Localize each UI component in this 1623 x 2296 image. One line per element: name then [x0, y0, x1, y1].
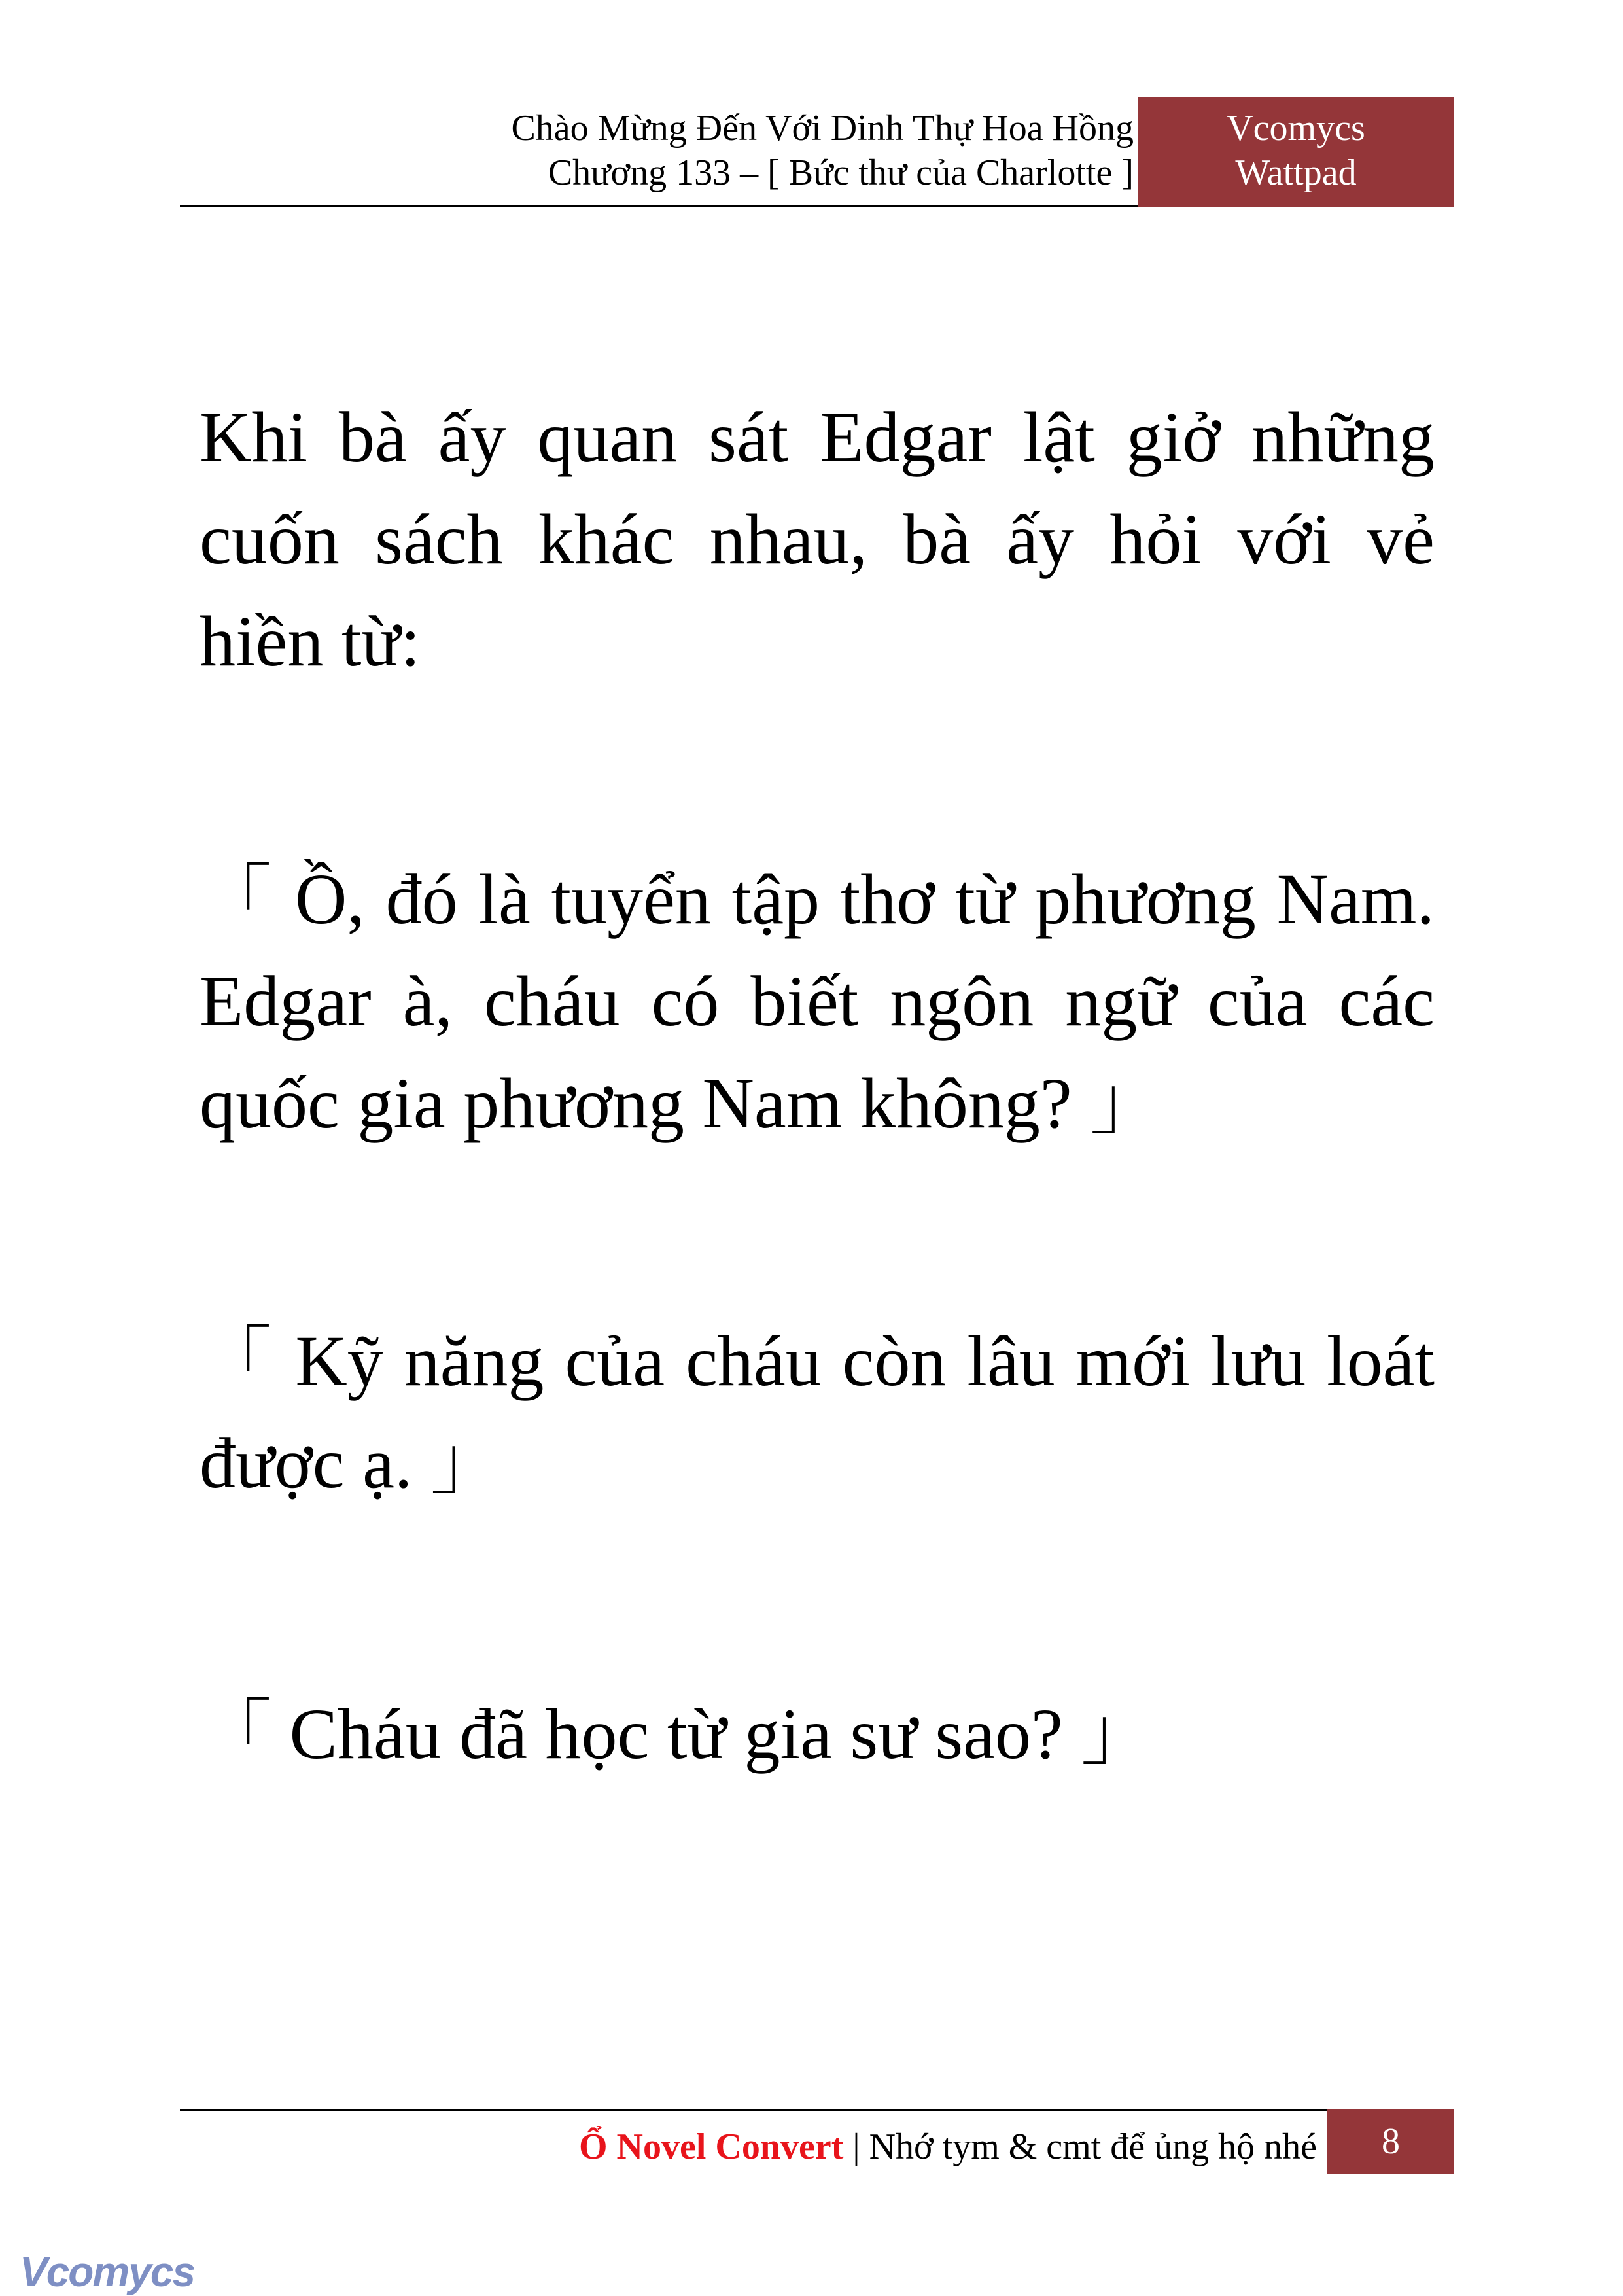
chapter-body [200, 386, 1435, 1785]
header-brand-platform: Wattpad [1235, 152, 1357, 193]
header-brand-box [1138, 97, 1454, 207]
paragraph-dialogue-1: 「 Ồ, đó là tuyển tập thơ từ phương Nam. Edgar à, cháu có biết ngôn ngữ của các quốc gia phương Nam không? 」 [200, 859, 1435, 1143]
chapter-title: Chương 133 – [ Bức thư của Charlotte ] [548, 152, 1134, 193]
footer-text [579, 2125, 1317, 2169]
page-header [180, 97, 1454, 207]
header-divider [180, 205, 1142, 207]
paragraph-dialogue-3: 「 Cháu đã học từ gia sư sao? 」 [200, 1694, 1153, 1774]
page-number: 8 [1382, 2121, 1400, 2162]
page-number-box [1327, 2109, 1454, 2174]
watermark-logo: Vcomycs [20, 2248, 195, 2295]
paragraph-dialogue-2: 「 Kỹ năng của cháu còn lâu mới lưu loát được ạ. 」 [200, 1321, 1435, 1503]
footer-note: Nhớ tym & cmt để ủng hộ nhé [869, 2127, 1317, 2167]
header-brand-name: Vcomycs [1227, 108, 1365, 149]
paragraph-narration: Khi bà ấy quan sát Edgar lật giở những cuốn sách khác nhau, bà ấy hỏi với vẻ hiền từ: [200, 397, 1435, 681]
book-title: Chào Mừng Đến Với Dinh Thự Hoa Hồng [511, 108, 1134, 149]
footer-separator: | [843, 2127, 869, 2167]
footer-brand: Ổ Novel Convert [579, 2127, 844, 2167]
page-footer [180, 2109, 1454, 2174]
header-titles [511, 106, 1134, 195]
footer-divider [180, 2109, 1331, 2111]
